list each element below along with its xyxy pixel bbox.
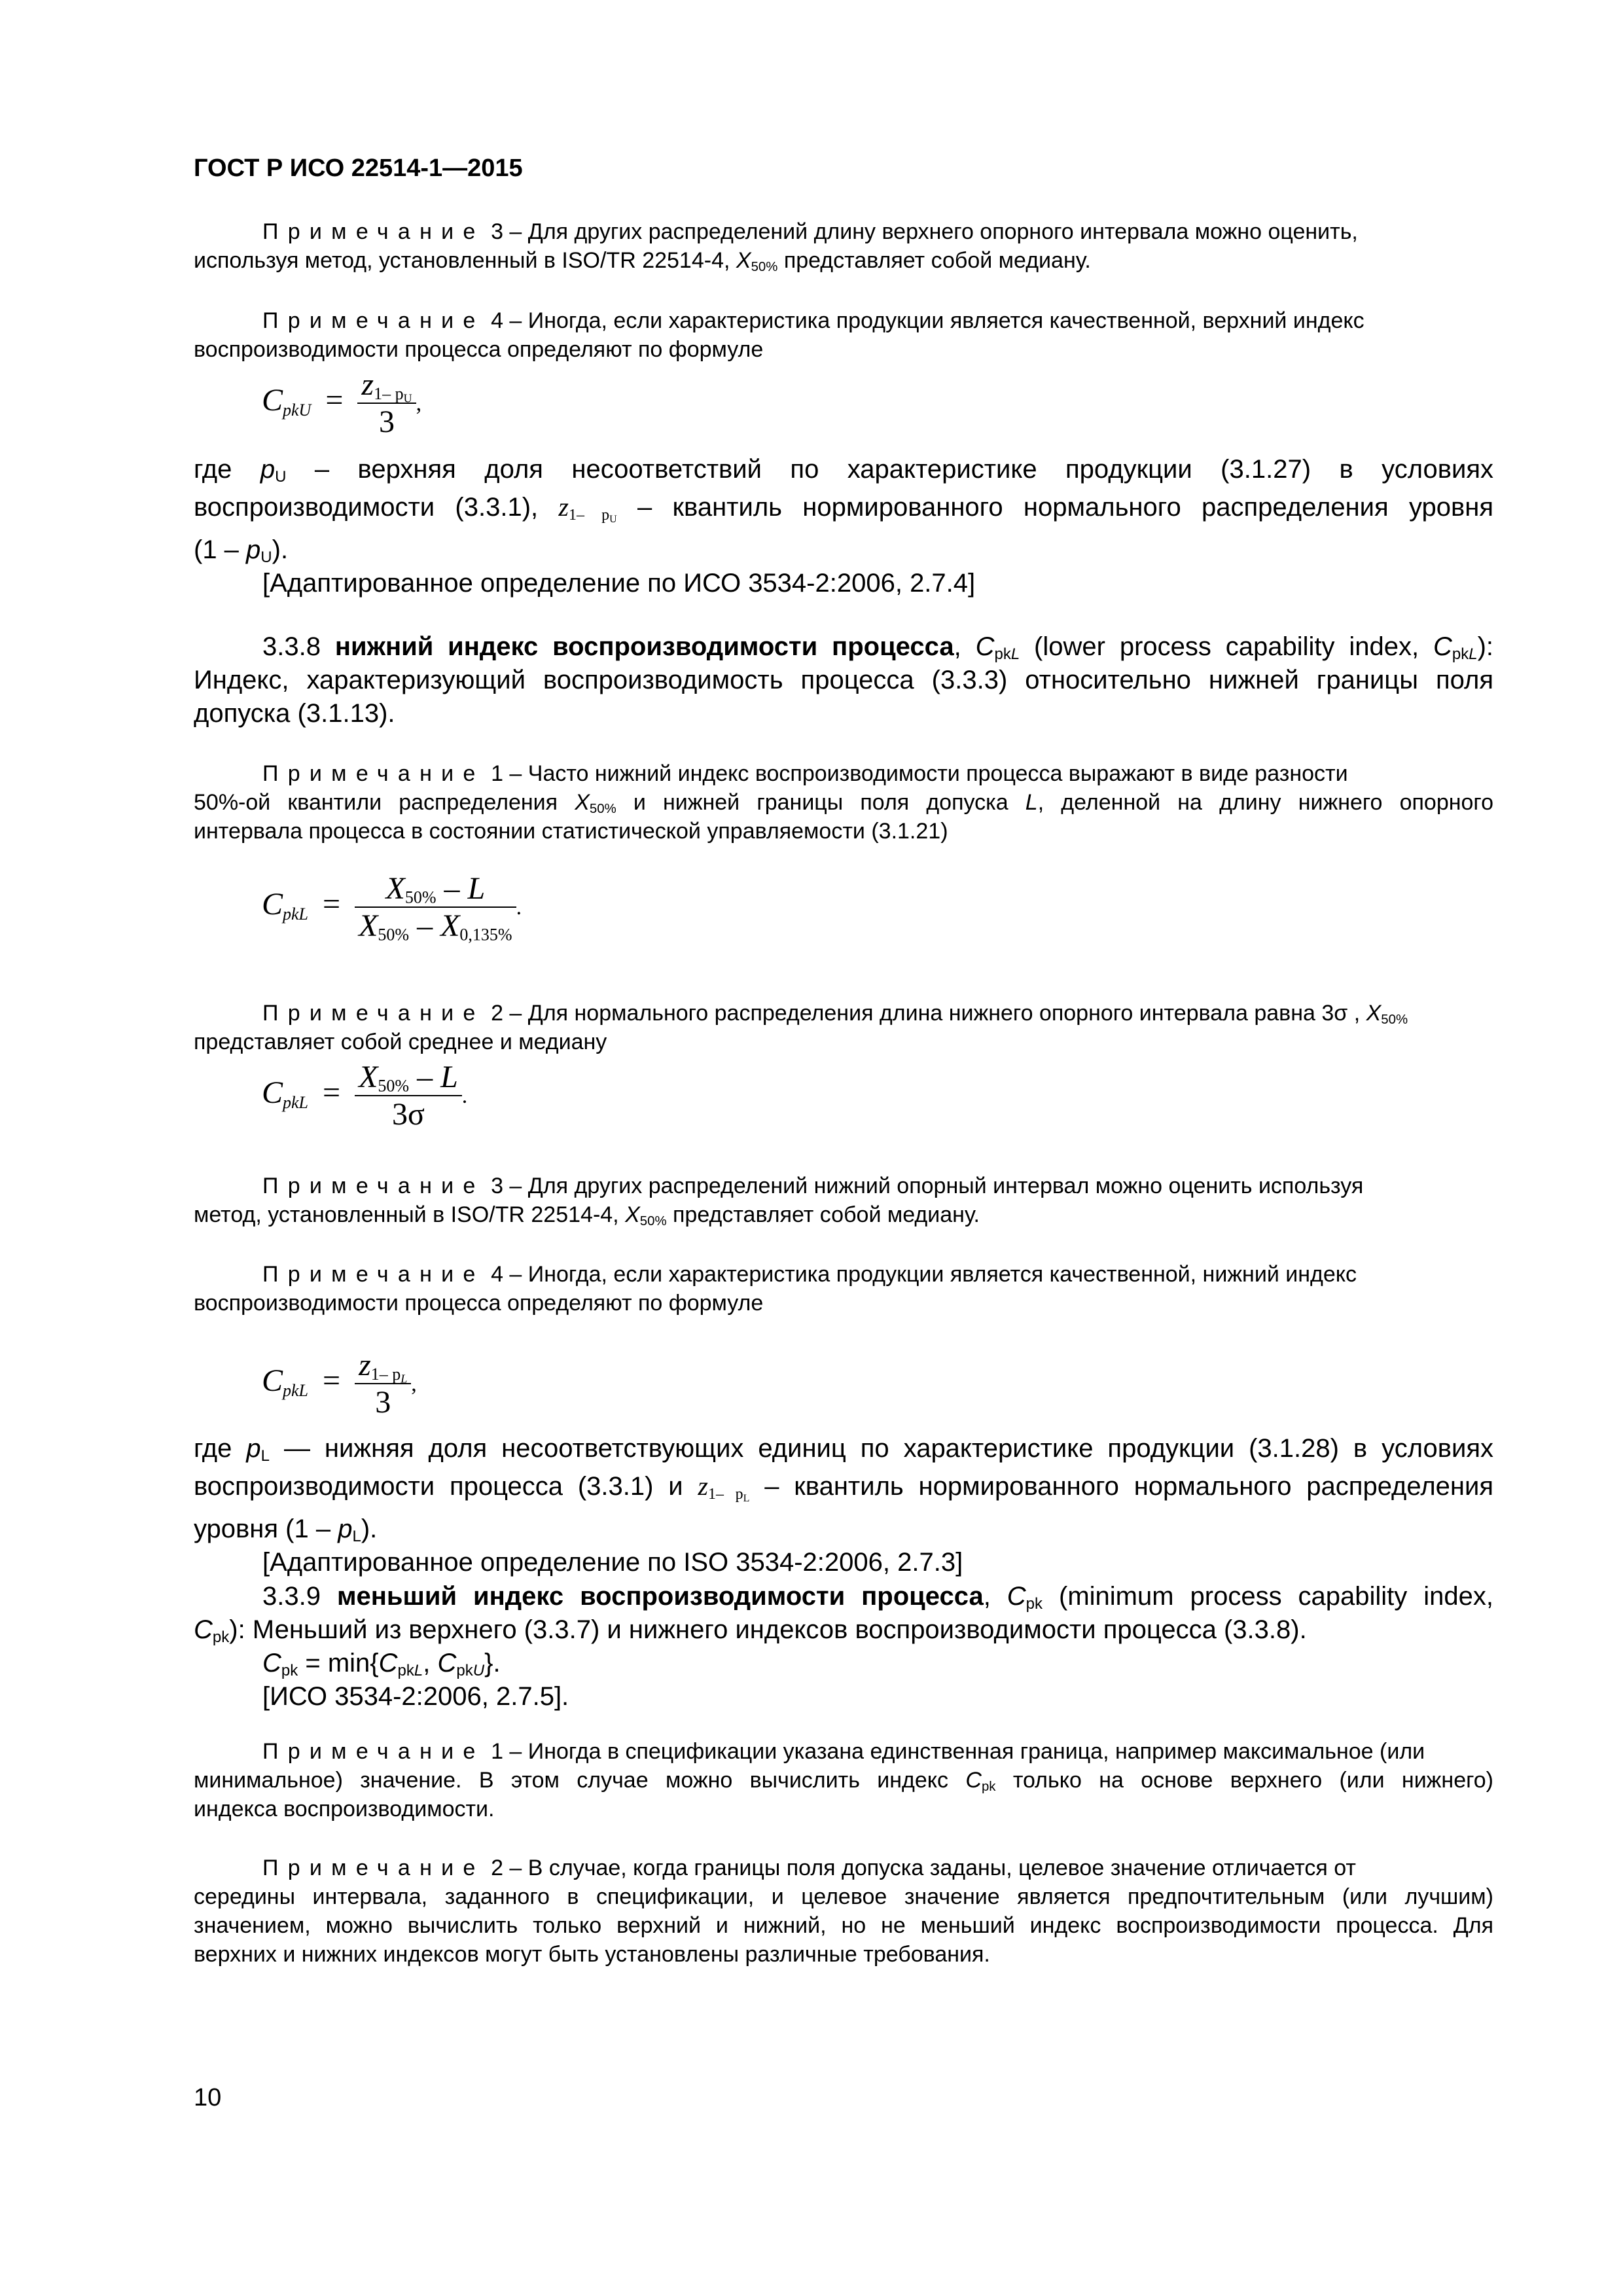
page-number: 10: [194, 2084, 222, 2111]
note-2-minimum: Примечание 2 – В случае, когда границы поля допуска заданы, целевое значение отличается от середины интервала, заданного в спецификации, и целевое значение является предпочтительным (или лучшим) значением, можно вычислить только верхний и нижний, но не меньший индекс воспроизводимости процесса. Для верхних и нижних индексов могут быть установлены различные требования.: [194, 1856, 1493, 1967]
note-1-lower: Примечание 1 – Часто нижний индекс воспроизводимости процесса выражают в виде разности 50%-ой квантили распределения $X_{50\%}$ и нижней границы поля допуска L, деленной на длину нижнего опорного интервала процесса в состоянии статистической управляемости (3.1.21): [194, 761, 1493, 844]
formula-cpkl-attribute: $C_{pkL}$ = $\frac{z_{1- p_L}}{3}$ ,: [262, 1348, 417, 1420]
note-4-lower: Примечание 4 – Иногда, если характеристика продукции является качественной, нижний индекс воспроизводимости процесса определяют по формуле: [194, 1262, 1357, 1316]
upper-where-text: где $p_U$ – верхняя доля несоответствий по характеристике продукции (3.1.27) в условиях воспроизводимости (3.3.1), $z_{1- p_U}$ – квантиль нормированного нормального распределения уровня $(1 - p_U)$. [Адаптированное определение по ИСО 3534-2:2006, 2.7.4]: [194, 455, 1494, 598]
formula-cpku: $C_{pkU}$ = $\frac{z_{1- p_U}}{3}$ ,: [262, 367, 422, 439]
definition-3-3-8: 3.3.8 нижний индекс воспроизводимости процесса, $C_{pkL}$ (lower process capability index, $C_{pkL}$): Индекс, характеризующий воспроизводимость процесса (3.3.3) относительно нижней границы поля допуска (3.1.13).: [194, 632, 1494, 728]
lower-where-text: где $p_L$ — нижняя доля несоответствующих единиц по характеристике продукции (3.1.28) в условиях воспроизводимости процесса (3.3.1) и $z_{1- p_L}$ – квантиль нормированного нормального распределения уровня $(1 - p_L)$. [Адаптированное определение по ISO 3534-2:2006, 2.7.3]: [194, 1434, 1493, 1577]
formula-cpkl-quantile: $C_{pkL}$ = $\frac{X_{50\%} - L}{X_{50\%} - X_{0,135\%}}$ .: [262, 871, 522, 944]
note-1-minimum: Примечание 1 – Иногда в спецификации указана единственная граница, например максимальное (или минимальное) значение. В этом случае можно вычислить индекс $C_{pk}$ только на основе верхнего (или нижнего) индекса воспроизводимости.: [194, 1739, 1494, 1821]
standard-header: ГОСТ Р ИСО 22514-1—2015: [194, 154, 523, 182]
note-3-upper: Примечание 3 – Для других распределений длину верхнего опорного интервала можно оценить, используя метод, установленный в ISO/TR 22514-4, $X_{50\%}$ представляет собой медиану.: [194, 219, 1358, 275]
note-3-lower: Примечание 3 – Для других распределений нижний опорный интервал можно оценить используя метод, установленный в ISO/TR 22514-4, $X_{50\%}$ представляет собой медиану.: [194, 1174, 1364, 1229]
note-2-lower: Примечание 2 – Для нормального распределения длина нижнего опорного интервала равна 3σ , $X_{50\%}$ представляет собой среднее и медиану: [194, 1001, 1408, 1054]
definition-3-3-9: 3.3.9 меньший индекс воспроизводимости процесса, $C_{pk}$ (minimum process capability index, $C_{pk}$): Меньший из верхнего (3.3.7) и нижнего индексов воспроизводимости процесса (3.3.8). $C_{pk} = \min\{C_{pkL}$, $C_{pkU}$}. [ИСО 3534-2:2006, 2.7.5].: [194, 1582, 1493, 1711]
formula-cpkl-normal: $C_{pkL}$ = $\frac{X_{50\%} - L}{3\sigma}$ .: [262, 1060, 468, 1132]
note-4-upper: Примечание 4 – Иногда, если характеристика продукции является качественной, верхний индекс воспроизводимости процесса определяют по формуле: [194, 308, 1364, 362]
